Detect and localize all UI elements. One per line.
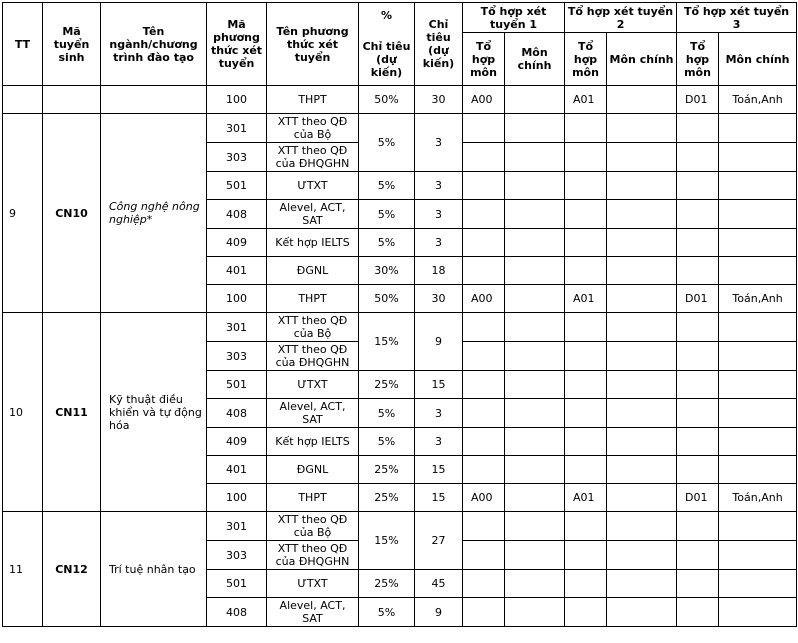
- cell-mon-chinh-2: [607, 86, 677, 114]
- header-to-hop-mon-1: Tổ hợp môn: [463, 33, 505, 86]
- cell-to-hop-3: [677, 399, 719, 428]
- cell-mon-chinh-1: [505, 86, 565, 114]
- cell-phuong-thuc: Alevel, ACT, SAT: [267, 399, 359, 428]
- cell-chi-tieu: 3: [415, 428, 463, 456]
- cell-phuong-thuc: XTT theo QĐ của Bộ: [267, 313, 359, 342]
- table-row: [3, 313, 797, 342]
- cell-mon-chinh-2: [607, 512, 677, 541]
- cell-tt: 11: [3, 512, 43, 627]
- cell-mon-chinh-1: [505, 114, 565, 143]
- cell-to-hop-3: [677, 456, 719, 484]
- cell-ma: 301: [207, 313, 267, 342]
- cell-mon-chinh-2: [607, 257, 677, 285]
- cell-mon-chinh-1: [505, 399, 565, 428]
- cell-mon-chinh-1: [505, 541, 565, 570]
- cell-to-hop-1: [463, 399, 505, 428]
- cell-mon-chinh-1: [505, 285, 565, 313]
- cell-mon-chinh-2: [607, 371, 677, 399]
- cell-mon-chinh-1: [505, 484, 565, 512]
- cell-mon-chinh-3: [719, 257, 797, 285]
- header-ten-nganh: Tên ngành/chương trình đào tạo: [101, 3, 207, 86]
- cell-ma: 100: [207, 484, 267, 512]
- cell-ma: 401: [207, 456, 267, 484]
- cell-ma: 100: [207, 285, 267, 313]
- cell-code: CN11: [43, 313, 101, 512]
- cell-mon-chinh-2: [607, 313, 677, 342]
- cell-to-hop-3: [677, 257, 719, 285]
- cell-tt: 10: [3, 313, 43, 512]
- header-ma-phuong-thuc: Mã phương thức xét tuyển: [207, 3, 267, 86]
- cell-mon-chinh-1: [505, 428, 565, 456]
- cell-percent: 30%: [359, 257, 415, 285]
- cell-mon-chinh-1: [505, 512, 565, 541]
- cell-to-hop-3: [677, 200, 719, 229]
- cell-mon-chinh-3: Toán,Anh: [719, 484, 797, 512]
- cell-phuong-thuc: Kết hợp IELTS: [267, 428, 359, 456]
- cell-to-hop-2: [565, 257, 607, 285]
- cell-mon-chinh-3: [719, 172, 797, 200]
- cell-percent: 5%: [359, 598, 415, 627]
- cell-chi-tieu: 15: [415, 484, 463, 512]
- cell-to-hop-3: D01: [677, 484, 719, 512]
- cell-to-hop-2: [565, 371, 607, 399]
- cell-percent: 15%: [359, 512, 415, 570]
- cell-to-hop-3: [677, 172, 719, 200]
- header-percent-symbol: %: [380, 9, 393, 22]
- cell-chi-tieu: 3: [415, 172, 463, 200]
- cell-mon-chinh-3: [719, 541, 797, 570]
- cell-mon-chinh-1: [505, 200, 565, 229]
- cell-mon-chinh-2: [607, 598, 677, 627]
- cell-mon-chinh-3: [719, 456, 797, 484]
- cell-mon-chinh-3: [719, 143, 797, 172]
- cell-code: CN12: [43, 512, 101, 627]
- cell-mon-chinh-3: Toán,Anh: [719, 86, 797, 114]
- cell-mon-chinh-1: [505, 456, 565, 484]
- cell-to-hop-2: [565, 541, 607, 570]
- cell-phuong-thuc: XTT theo QĐ của Bộ: [267, 114, 359, 143]
- cell-mon-chinh-1: [505, 172, 565, 200]
- cell-mon-chinh-1: [505, 371, 565, 399]
- cell-to-hop-1: [463, 229, 505, 257]
- table-row: [3, 86, 797, 114]
- cell-mon-chinh-3: [719, 342, 797, 371]
- cell-mon-chinh-1: [505, 570, 565, 598]
- cell-to-hop-3: [677, 229, 719, 257]
- cell-chi-tieu: 3: [415, 229, 463, 257]
- cell-ma: 408: [207, 598, 267, 627]
- cell-to-hop-3: [677, 143, 719, 172]
- cell-to-hop-1: A00: [463, 86, 505, 114]
- header-ma-tuyen-sinh: Mã tuyển sinh: [43, 3, 101, 86]
- header-chi-tieu: Chỉ tiêu (dự kiến): [415, 3, 463, 86]
- cell-to-hop-3: D01: [677, 285, 719, 313]
- cell-percent: 5%: [359, 229, 415, 257]
- cell-to-hop-1: [463, 143, 505, 172]
- cell-name: Công nghệ nông nghiệp*: [101, 114, 207, 313]
- cell-mon-chinh-2: [607, 541, 677, 570]
- header-mon-chinh-1: Môn chính: [505, 33, 565, 86]
- cell-phuong-thuc: ƯTXT: [267, 570, 359, 598]
- cell-mon-chinh-2: [607, 570, 677, 598]
- cell-to-hop-2: [565, 114, 607, 143]
- cell-mon-chinh-3: [719, 512, 797, 541]
- cell-percent: 5%: [359, 428, 415, 456]
- cell-mon-chinh-3: Toán,Anh: [719, 285, 797, 313]
- cell-phuong-thuc: XTT theo QĐ của ĐHQGHN: [267, 541, 359, 570]
- cell-to-hop-2: [565, 313, 607, 342]
- cell-to-hop-1: [463, 541, 505, 570]
- header-ten-phuong-thuc: Tên phương thức xét tuyển: [267, 3, 359, 86]
- cell-to-hop-1: A00: [463, 484, 505, 512]
- cell-ma: 409: [207, 428, 267, 456]
- cell-mon-chinh-2: [607, 229, 677, 257]
- cell-chi-tieu: 3: [415, 200, 463, 229]
- cell-to-hop-3: [677, 598, 719, 627]
- cell-ma: 408: [207, 200, 267, 229]
- header-to-hop-3: Tổ hợp xét tuyển 3: [677, 3, 797, 33]
- cell-mon-chinh-2: [607, 172, 677, 200]
- cell-mon-chinh-3: [719, 570, 797, 598]
- header-to-hop-1: Tổ hợp xét tuyển 1: [463, 3, 565, 33]
- cell-chi-tieu: 30: [415, 86, 463, 114]
- header-to-hop-2: Tổ hợp xét tuyển 2: [565, 3, 677, 33]
- cell-tt: [3, 86, 43, 114]
- admission-table: [2, 2, 797, 627]
- cell-ma: 301: [207, 114, 267, 143]
- cell-to-hop-1: [463, 257, 505, 285]
- cell-name: Kỹ thuật điều khiển và tự động hóa: [101, 313, 207, 512]
- cell-mon-chinh-1: [505, 313, 565, 342]
- cell-ma: 409: [207, 229, 267, 257]
- cell-to-hop-2: [565, 342, 607, 371]
- cell-mon-chinh-3: [719, 229, 797, 257]
- cell-to-hop-1: [463, 598, 505, 627]
- cell-to-hop-1: [463, 428, 505, 456]
- cell-to-hop-3: D01: [677, 86, 719, 114]
- cell-to-hop-2: [565, 598, 607, 627]
- cell-to-hop-2: [565, 428, 607, 456]
- header-mon-chinh-2: Môn chính: [607, 33, 677, 86]
- header-to-hop-mon-3: Tổ hợp môn: [677, 33, 719, 86]
- cell-to-hop-3: [677, 541, 719, 570]
- cell-to-hop-1: [463, 342, 505, 371]
- cell-to-hop-2: [565, 570, 607, 598]
- cell-ma: 100: [207, 86, 267, 114]
- cell-to-hop-1: [463, 456, 505, 484]
- cell-to-hop-2: [565, 143, 607, 172]
- cell-chi-tieu: 9: [415, 313, 463, 371]
- cell-percent: 50%: [359, 86, 415, 114]
- cell-mon-chinh-1: [505, 257, 565, 285]
- cell-name: [101, 86, 207, 114]
- table-row: [3, 512, 797, 541]
- cell-code: [43, 86, 101, 114]
- header-tt: TT: [3, 3, 43, 86]
- cell-tt: 9: [3, 114, 43, 313]
- cell-to-hop-3: [677, 570, 719, 598]
- cell-percent: 50%: [359, 285, 415, 313]
- cell-phuong-thuc: ƯTXT: [267, 371, 359, 399]
- cell-chi-tieu: 30: [415, 285, 463, 313]
- cell-mon-chinh-2: [607, 484, 677, 512]
- cell-code: CN10: [43, 114, 101, 313]
- cell-to-hop-3: [677, 342, 719, 371]
- cell-mon-chinh-1: [505, 143, 565, 172]
- cell-to-hop-2: A01: [565, 86, 607, 114]
- cell-phuong-thuc: ĐGNL: [267, 456, 359, 484]
- cell-chi-tieu: 9: [415, 598, 463, 627]
- cell-to-hop-1: [463, 570, 505, 598]
- cell-ma: 501: [207, 371, 267, 399]
- cell-percent: 25%: [359, 484, 415, 512]
- cell-ma: 501: [207, 570, 267, 598]
- cell-to-hop-2: [565, 456, 607, 484]
- cell-chi-tieu: 3: [415, 114, 463, 172]
- cell-chi-tieu: 3: [415, 399, 463, 428]
- cell-percent: 5%: [359, 114, 415, 172]
- cell-to-hop-1: [463, 172, 505, 200]
- cell-to-hop-2: [565, 399, 607, 428]
- cell-phuong-thuc: XTT theo QĐ của ĐHQGHN: [267, 143, 359, 172]
- cell-mon-chinh-3: [719, 114, 797, 143]
- cell-mon-chinh-2: [607, 399, 677, 428]
- cell-to-hop-2: [565, 200, 607, 229]
- cell-name: Trí tuệ nhân tạo: [101, 512, 207, 627]
- cell-percent: 15%: [359, 313, 415, 371]
- cell-ma: 401: [207, 257, 267, 285]
- cell-percent: 25%: [359, 371, 415, 399]
- cell-phuong-thuc: Kết hợp IELTS: [267, 229, 359, 257]
- cell-to-hop-2: [565, 172, 607, 200]
- cell-ma: 301: [207, 512, 267, 541]
- table-row: [3, 114, 797, 143]
- cell-to-hop-3: [677, 114, 719, 143]
- cell-ma: 303: [207, 143, 267, 172]
- cell-phuong-thuc: ĐGNL: [267, 257, 359, 285]
- cell-mon-chinh-1: [505, 598, 565, 627]
- cell-phuong-thuc: Alevel, ACT, SAT: [267, 598, 359, 627]
- cell-mon-chinh-2: [607, 456, 677, 484]
- cell-mon-chinh-2: [607, 428, 677, 456]
- cell-ma: 408: [207, 399, 267, 428]
- cell-to-hop-1: A00: [463, 285, 505, 313]
- cell-phuong-thuc: THPT: [267, 86, 359, 114]
- cell-chi-tieu: 15: [415, 456, 463, 484]
- cell-mon-chinh-2: [607, 143, 677, 172]
- cell-phuong-thuc: ƯTXT: [267, 172, 359, 200]
- cell-ma: 501: [207, 172, 267, 200]
- cell-mon-chinh-1: [505, 229, 565, 257]
- cell-to-hop-3: [677, 428, 719, 456]
- cell-to-hop-2: A01: [565, 484, 607, 512]
- cell-to-hop-3: [677, 313, 719, 342]
- cell-to-hop-2: [565, 512, 607, 541]
- cell-percent: 25%: [359, 456, 415, 484]
- cell-mon-chinh-3: [719, 313, 797, 342]
- header-to-hop-mon-2: Tổ hợp môn: [565, 33, 607, 86]
- cell-to-hop-2: A01: [565, 285, 607, 313]
- cell-mon-chinh-3: [719, 200, 797, 229]
- cell-phuong-thuc: XTT theo QĐ của ĐHQGHN: [267, 342, 359, 371]
- cell-phuong-thuc: XTT theo QĐ của Bộ: [267, 512, 359, 541]
- cell-to-hop-3: [677, 371, 719, 399]
- cell-to-hop-1: [463, 371, 505, 399]
- cell-to-hop-1: [463, 313, 505, 342]
- cell-chi-tieu: 18: [415, 257, 463, 285]
- cell-to-hop-2: [565, 229, 607, 257]
- cell-to-hop-1: [463, 512, 505, 541]
- cell-to-hop-1: [463, 114, 505, 143]
- cell-mon-chinh-2: [607, 342, 677, 371]
- cell-mon-chinh-2: [607, 114, 677, 143]
- cell-chi-tieu: 27: [415, 512, 463, 570]
- header-percent: [359, 3, 415, 86]
- cell-mon-chinh-3: [719, 399, 797, 428]
- cell-phuong-thuc: THPT: [267, 285, 359, 313]
- cell-mon-chinh-3: [719, 371, 797, 399]
- cell-ma: 303: [207, 342, 267, 371]
- cell-phuong-thuc: Alevel, ACT, SAT: [267, 200, 359, 229]
- cell-mon-chinh-2: [607, 285, 677, 313]
- cell-mon-chinh-3: [719, 428, 797, 456]
- cell-chi-tieu: 15: [415, 371, 463, 399]
- cell-mon-chinh-3: [719, 598, 797, 627]
- cell-to-hop-1: [463, 200, 505, 229]
- cell-chi-tieu: 45: [415, 570, 463, 598]
- cell-mon-chinh-2: [607, 200, 677, 229]
- cell-ma: 303: [207, 541, 267, 570]
- cell-percent: 5%: [359, 200, 415, 229]
- header-percent-label: Chỉ tiêu (dự kiến): [362, 40, 411, 79]
- cell-percent: 25%: [359, 570, 415, 598]
- header-mon-chinh-3: Môn chính: [719, 33, 797, 86]
- cell-to-hop-3: [677, 512, 719, 541]
- cell-percent: 5%: [359, 172, 415, 200]
- cell-percent: 5%: [359, 399, 415, 428]
- cell-mon-chinh-1: [505, 342, 565, 371]
- cell-phuong-thuc: THPT: [267, 484, 359, 512]
